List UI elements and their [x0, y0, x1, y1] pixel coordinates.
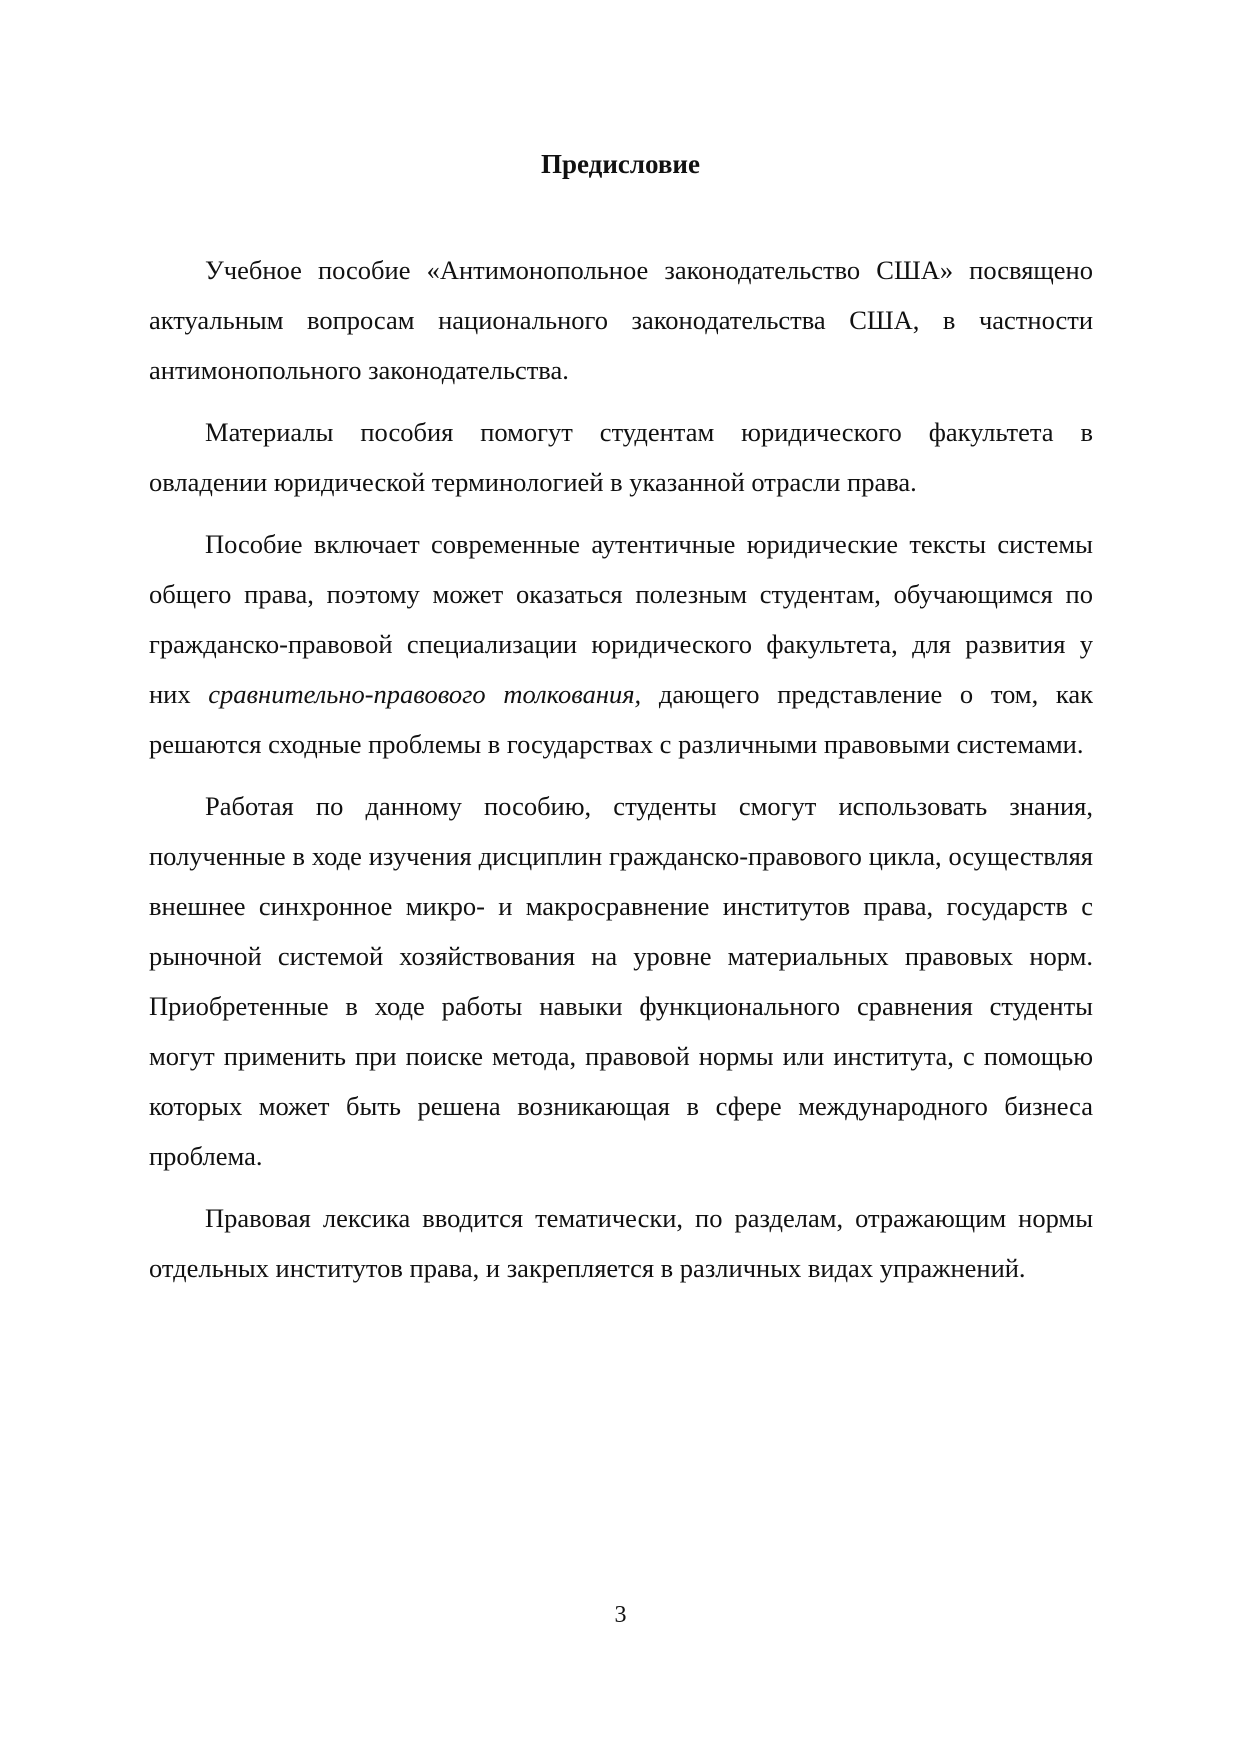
page-number: 3 [614, 1602, 627, 1628]
paragraph-vocabulary: Правовая лексика вводится тематически, по разделам, отражающим нормы отдельных институтов права, и закрепляется в различных видах упражнений. [149, 1203, 1093, 1283]
body-text [149, 245, 1093, 1305]
paragraph-comparative [149, 519, 1093, 769]
paragraph-intro: Учебное пособие «Антимонопольное законодательство США» посвящено актуальным вопросам национального законодательства США, в частности антимонопольного законодательства. [149, 255, 1093, 385]
paragraph-skills: Работая по данному пособию, студенты смогут использовать знания, полученные в ходе изучения дисциплин гражданско-правового цикла, осуществляя внешнее синхронное микро- и макросравнение институтов права, государств с рыночной системой хозяйствования на уровне материальных правовых норм. Приобретенные в ходе работы навыки функционального сравнения студенты могут применить при поиске метода, правовой нормы или института, с помощью которых может быть решена возникающая в сфере международного бизнеса проблема. [149, 791, 1093, 1171]
paragraph-materials: Материалы пособия помогут студентам юридического факультета в овладении юридической терминологией в указанной отрасли права. [149, 417, 1093, 497]
paragraph-comparative-end: дающего представление о том, как решаются сходные проблемы в государствах с различными правовыми системами. [149, 679, 1093, 759]
italic-term: сравнительно-правового толкования, [208, 679, 642, 709]
page-title: Предисловие [541, 149, 700, 179]
paragraph-comparative-start: Пособие включает современные аутентичные юридические тексты системы общего права, поэтому может оказаться полезным студентам, обучающимся по гражданско-правовой специализации юридического факультета, для развития у них [149, 529, 1093, 709]
